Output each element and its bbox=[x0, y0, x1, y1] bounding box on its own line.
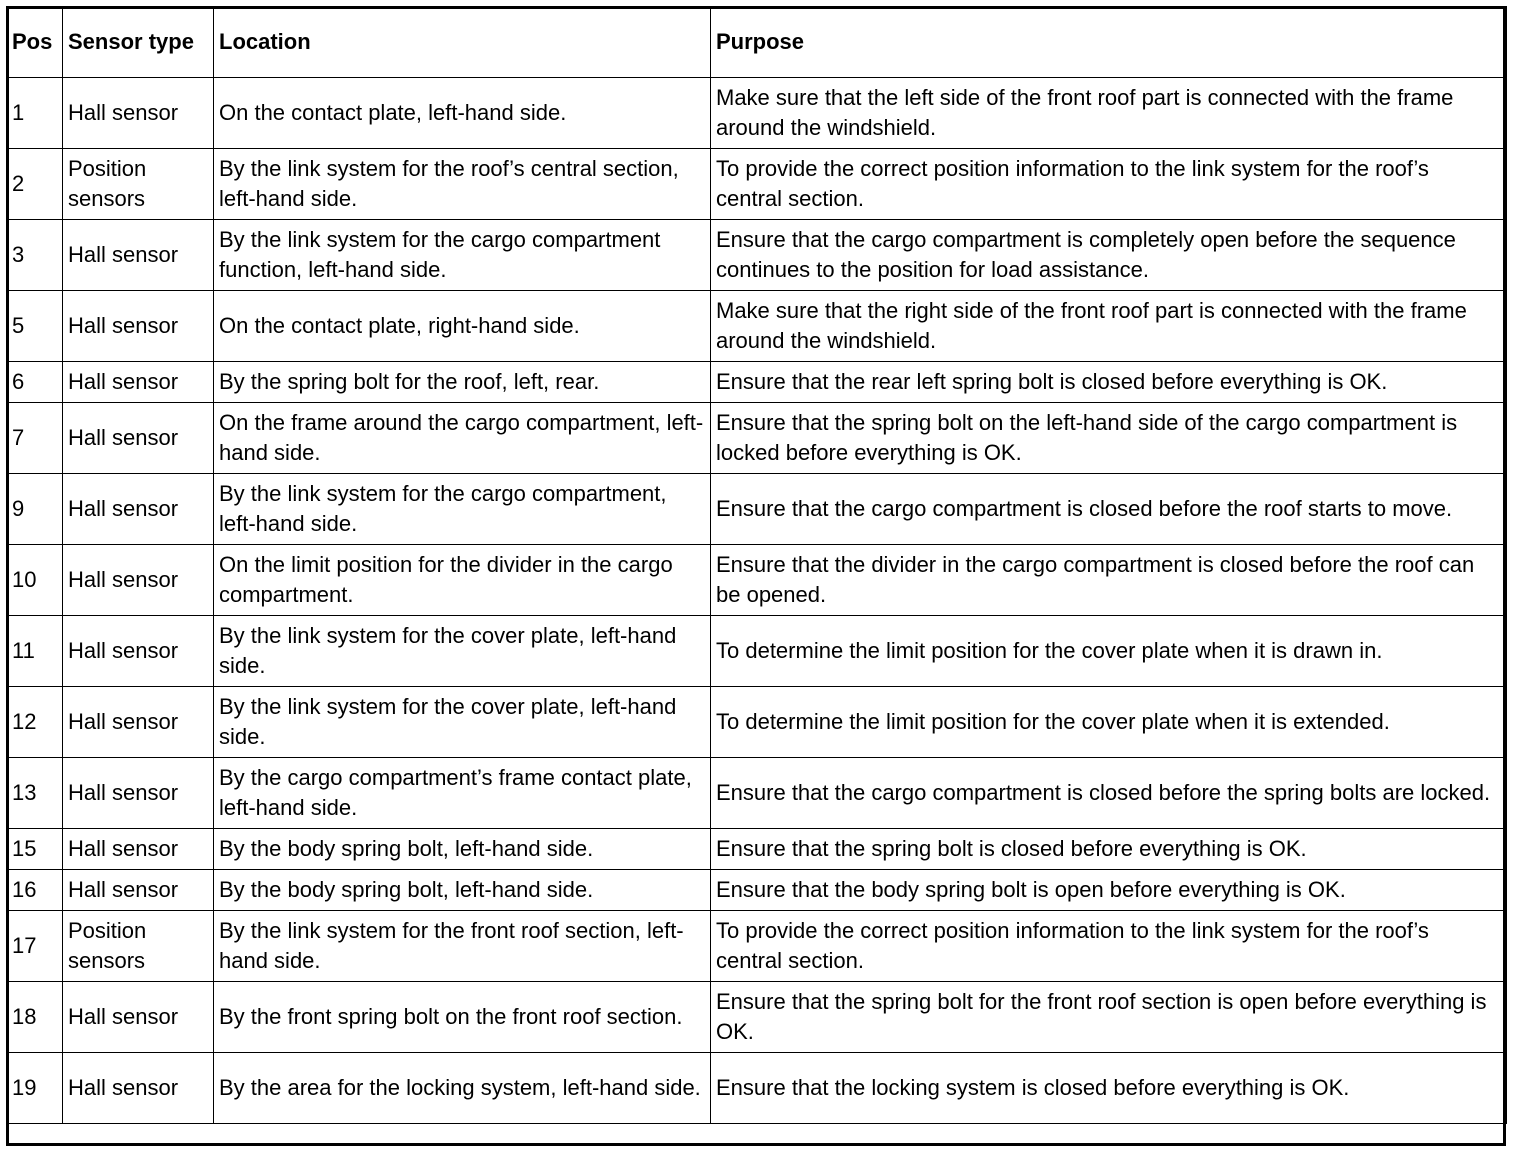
cell-pos: 10 bbox=[7, 545, 63, 616]
cell-sensor-type: Hall sensor bbox=[63, 291, 214, 362]
header-sensor-type: Sensor type bbox=[63, 7, 214, 78]
cell-location: By the cargo compartment’s frame contact plate, left-hand side. bbox=[214, 758, 711, 829]
table-row bbox=[7, 982, 1507, 1053]
cell-purpose: To provide the correct position information to the link system for the roof’s central section. bbox=[711, 911, 1507, 982]
cell-pos: 15 bbox=[7, 829, 63, 870]
cell-sensor-type: Hall sensor bbox=[63, 474, 214, 545]
cell-pos: 12 bbox=[7, 687, 63, 758]
cell-location: On the limit position for the divider in the cargo compartment. bbox=[214, 545, 711, 616]
table-row bbox=[7, 1053, 1507, 1124]
cell-location: By the link system for the cover plate, left-hand side. bbox=[214, 616, 711, 687]
cell-purpose: Ensure that the divider in the cargo compartment is closed before the roof can be opened. bbox=[711, 545, 1507, 616]
cell-location: By the area for the locking system, left-hand side. bbox=[214, 1053, 711, 1124]
sensor-table bbox=[6, 6, 1507, 1124]
cell-location: By the link system for the cargo compartment, left-hand side. bbox=[214, 474, 711, 545]
cell-pos: 3 bbox=[7, 220, 63, 291]
cell-purpose: Ensure that the body spring bolt is open before everything is OK. bbox=[711, 870, 1507, 911]
table-row bbox=[7, 616, 1507, 687]
cell-purpose: Ensure that the rear left spring bolt is closed before everything is OK. bbox=[711, 362, 1507, 403]
cell-purpose: Ensure that the cargo compartment is closed before the roof starts to move. bbox=[711, 474, 1507, 545]
header-pos: Pos bbox=[7, 7, 63, 78]
cell-purpose: To determine the limit position for the cover plate when it is extended. bbox=[711, 687, 1507, 758]
table-row bbox=[7, 911, 1507, 982]
cell-purpose: Make sure that the left side of the front roof part is connected with the frame around the windshield. bbox=[711, 78, 1507, 149]
cell-pos: 17 bbox=[7, 911, 63, 982]
table-row bbox=[7, 220, 1507, 291]
cell-sensor-type: Hall sensor bbox=[63, 545, 214, 616]
header-purpose: Purpose bbox=[711, 7, 1507, 78]
cell-pos: 11 bbox=[7, 616, 63, 687]
table-row bbox=[7, 362, 1507, 403]
cell-pos: 19 bbox=[7, 1053, 63, 1124]
cell-pos: 2 bbox=[7, 149, 63, 220]
cell-location: By the link system for the front roof section, left-hand side. bbox=[214, 911, 711, 982]
cell-sensor-type: Hall sensor bbox=[63, 687, 214, 758]
table-row bbox=[7, 870, 1507, 911]
cell-location: By the spring bolt for the roof, left, rear. bbox=[214, 362, 711, 403]
cell-sensor-type: Hall sensor bbox=[63, 616, 214, 687]
cell-pos: 9 bbox=[7, 474, 63, 545]
cell-sensor-type: Position sensors bbox=[63, 149, 214, 220]
cell-pos: 5 bbox=[7, 291, 63, 362]
cell-location: By the link system for the cargo compartment function, left-hand side. bbox=[214, 220, 711, 291]
cell-location: By the link system for the cover plate, left-hand side. bbox=[214, 687, 711, 758]
cell-sensor-type: Hall sensor bbox=[63, 1053, 214, 1124]
table-row bbox=[7, 474, 1507, 545]
cell-pos: 18 bbox=[7, 982, 63, 1053]
table-row bbox=[7, 78, 1507, 149]
cell-purpose: To determine the limit position for the cover plate when it is drawn in. bbox=[711, 616, 1507, 687]
cell-pos: 16 bbox=[7, 870, 63, 911]
cell-pos: 7 bbox=[7, 403, 63, 474]
table-row bbox=[7, 545, 1507, 616]
table-row bbox=[7, 149, 1507, 220]
cell-purpose: To provide the correct position information to the link system for the roof’s central section. bbox=[711, 149, 1507, 220]
table-row bbox=[7, 758, 1507, 829]
cell-purpose: Ensure that the spring bolt for the front roof section is open before everything is OK. bbox=[711, 982, 1507, 1053]
cell-sensor-type: Position sensors bbox=[63, 911, 214, 982]
cell-location: On the frame around the cargo compartment, left-hand side. bbox=[214, 403, 711, 474]
cell-location: By the body spring bolt, left-hand side. bbox=[214, 829, 711, 870]
cell-sensor-type: Hall sensor bbox=[63, 870, 214, 911]
cell-location: On the contact plate, right-hand side. bbox=[214, 291, 711, 362]
cell-pos: 13 bbox=[7, 758, 63, 829]
cell-purpose: Ensure that the locking system is closed before everything is OK. bbox=[711, 1053, 1507, 1124]
header-location: Location bbox=[214, 7, 711, 78]
cell-location: By the body spring bolt, left-hand side. bbox=[214, 870, 711, 911]
cell-sensor-type: Hall sensor bbox=[63, 829, 214, 870]
cell-purpose: Ensure that the cargo compartment is closed before the spring bolts are locked. bbox=[711, 758, 1507, 829]
table-row bbox=[7, 403, 1507, 474]
table-row bbox=[7, 687, 1507, 758]
cell-sensor-type: Hall sensor bbox=[63, 758, 214, 829]
cell-location: On the contact plate, left-hand side. bbox=[214, 78, 711, 149]
cell-purpose: Ensure that the cargo compartment is completely open before the sequence continues to the position for load assistance. bbox=[711, 220, 1507, 291]
cell-purpose: Ensure that the spring bolt on the left-hand side of the cargo compartment is locked before everything is OK. bbox=[711, 403, 1507, 474]
cell-location: By the front spring bolt on the front roof section. bbox=[214, 982, 711, 1053]
cell-location: By the link system for the roof’s central section, left-hand side. bbox=[214, 149, 711, 220]
cell-sensor-type: Hall sensor bbox=[63, 982, 214, 1053]
table-row bbox=[7, 291, 1507, 362]
cell-purpose: Ensure that the spring bolt is closed before everything is OK. bbox=[711, 829, 1507, 870]
cell-purpose: Make sure that the right side of the front roof part is connected with the frame around the windshield. bbox=[711, 291, 1507, 362]
cell-sensor-type: Hall sensor bbox=[63, 220, 214, 291]
cell-sensor-type: Hall sensor bbox=[63, 78, 214, 149]
table-row bbox=[7, 829, 1507, 870]
header-row bbox=[7, 7, 1507, 78]
cell-pos: 1 bbox=[7, 78, 63, 149]
cell-pos: 6 bbox=[7, 362, 63, 403]
cell-sensor-type: Hall sensor bbox=[63, 403, 214, 474]
cell-sensor-type: Hall sensor bbox=[63, 362, 214, 403]
